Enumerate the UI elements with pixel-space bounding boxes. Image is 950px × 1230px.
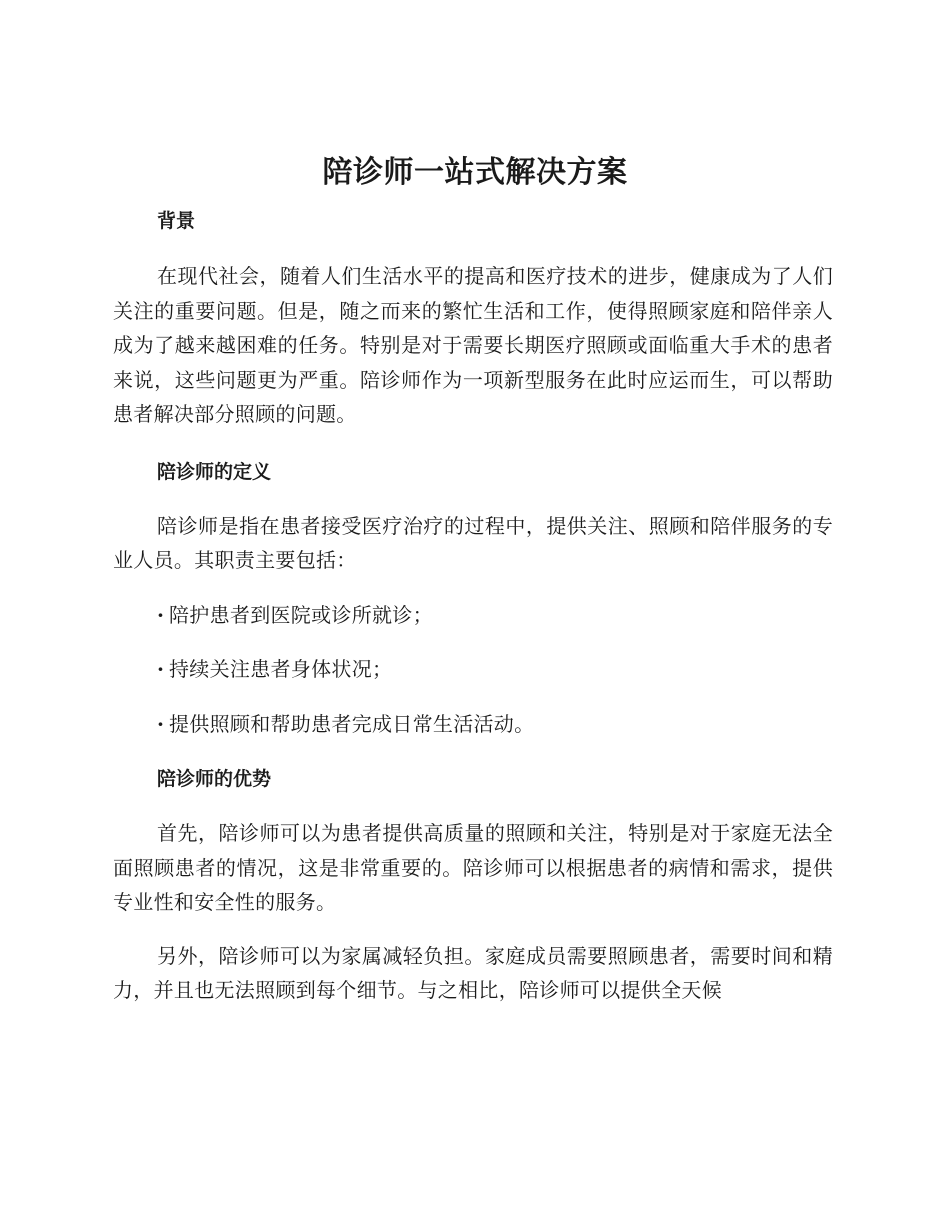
section-heading-advantages: 陪诊师的优势: [157, 768, 272, 790]
section-heading-definition: 陪诊师的定义: [157, 460, 272, 483]
list-item-text: 持续关注患者身体状况；: [169, 657, 393, 681]
paragraph-advantages-1: 首先，陪诊师可以为患者提供高质量的照顾和关注，特别是对于家庭无法全面照顾患者的情况，这是非常重要的。陪诊师可以根据患者的病情和需求，提供专业性和安全性的服务。: [113, 821, 833, 914]
document-body: [113, 200, 833, 1008]
list-item-text: 提供照顾和帮助患者完成日常生活活动。: [169, 711, 535, 736]
paragraph-definition: 陪诊师是指在患者接受医疗治疗的过程中，提供关注、照顾和陪伴服务的专业人员。其职责主要包括：: [113, 513, 833, 572]
list-item: [113, 598, 833, 633]
paragraph-background: 在现代社会，随着人们生活水平的提高和医疗技术的进步，健康成为了人们关注的重要问题。但是，随之而来的繁忙生活和工作，使得照顾家庭和陪伴亲人成为了越来越困难的任务。特别是对于需要长期医疗照顾或面临重大手术的患者来说，这些问题更为严重。陪诊师作为一项新型服务在此时应运而生，可以帮助患者解决部分照顾的问题。: [113, 264, 833, 426]
bullet-marker: ·: [157, 711, 165, 736]
bullet-marker: ·: [157, 602, 165, 627]
document-title: 陪诊师一站式解决方案: [322, 155, 628, 190]
list-item-text: 陪护患者到医院或诊所就诊；: [169, 602, 433, 627]
section-heading-background: 背景: [157, 210, 196, 232]
list-item: [113, 652, 833, 687]
bullet-marker: ·: [157, 657, 165, 681]
list-item: [113, 707, 833, 742]
paragraph-advantages-2: 另外，陪诊师可以为家属减轻负担。家庭成员需要照顾患者，需要时间和精力，并且也无法照顾到每个细节。与之相比，陪诊师可以提供全天候: [113, 943, 833, 1002]
